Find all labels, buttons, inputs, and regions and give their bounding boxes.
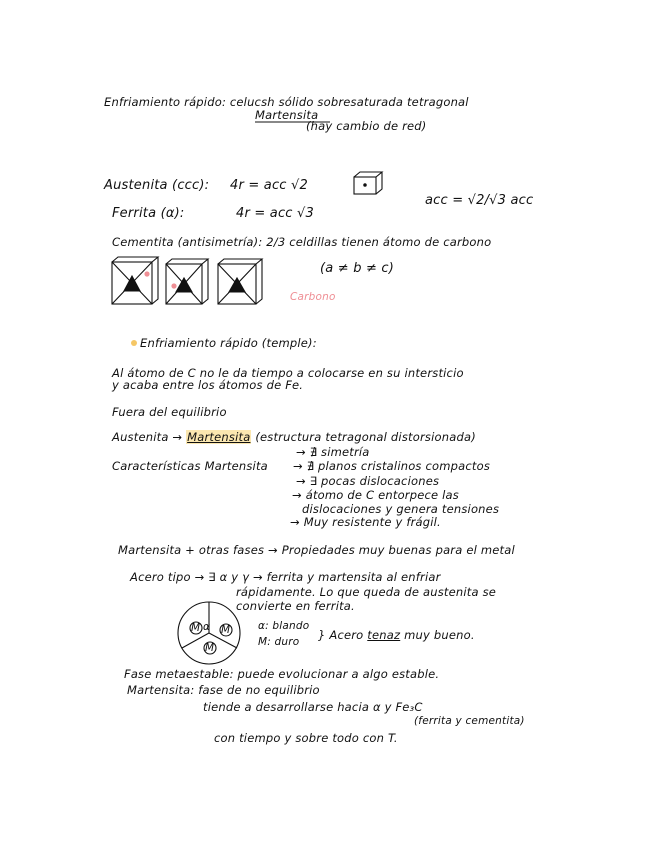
line-martensita: Martensita	[255, 108, 319, 122]
unit-cell-2	[166, 259, 208, 304]
line-enfriamiento: Enfriamiento rápido: celucsh sólido sobresaturada tetragonal	[104, 95, 469, 109]
line-entre-atomos: y acaba entre los átomos de Fe.	[112, 378, 304, 392]
formula-austenita: 4r = acc √2	[230, 178, 308, 193]
line-tiende: tiende a desarrollarse hacia α y Fe₃C	[203, 700, 423, 714]
bullet-dot	[131, 340, 137, 346]
tetragonal-cells-sketch	[112, 257, 262, 304]
line-ferrita: Ferrita (α):	[112, 206, 185, 221]
line-dislocaciones: → ∃ pocas dislocaciones	[296, 474, 440, 488]
martensita-highlight: Martensita	[187, 430, 251, 444]
line-temple: Enfriamiento rápido (temple):	[140, 336, 317, 350]
circle-label-m2: M	[221, 624, 231, 636]
carbon-atom-1	[144, 271, 149, 276]
line-tensiones: dislocaciones y genera tensiones	[302, 502, 500, 516]
line-resistente: → Muy resistente y frágil.	[290, 515, 441, 529]
line-blando: α: blando	[258, 620, 310, 632]
line-acero-tipo: Acero tipo → ∃ α y γ → ferrita y martensita al enfriar	[130, 570, 441, 584]
cube-sketch	[354, 172, 382, 194]
carbon-atom-2	[171, 283, 176, 288]
line-cementita: Cementita (antisimetría): 2/3 celdillas tienen átomo de carbono	[112, 235, 492, 249]
line-cambio-red: (hay cambio de red)	[306, 119, 427, 133]
line-tiempo: con tiempo y sobre todo con T.	[214, 731, 398, 745]
muy-bueno-text: muy bueno.	[404, 628, 475, 642]
line-no-equilibrio: Martensita: fase de no equilibrio	[127, 683, 320, 697]
circle-label-alpha: α	[203, 621, 211, 633]
carbono-label: Carbono	[290, 291, 336, 303]
line-convierte: convierte en ferrita.	[236, 599, 355, 613]
line-acero-tenaz	[318, 628, 475, 642]
unit-cell-1	[112, 257, 158, 304]
line-austenita: Austenita (ccc):	[104, 178, 210, 193]
line-duro: M: duro	[258, 636, 300, 648]
acero-text: } Acero	[318, 628, 364, 642]
line-metaestable: Fase metaestable: puede evolucionar a algo estable.	[124, 667, 440, 681]
line-simetria: → ∄ simetría	[296, 445, 370, 459]
unit-cell-3	[218, 259, 262, 304]
tenaz-text: tenaz	[367, 628, 401, 642]
microstructure-sketch	[178, 602, 240, 664]
line-fuera-equilibrio: Fuera del equilibrio	[112, 405, 227, 419]
line-rapidamente: rápidamente. Lo que queda de austenita se	[236, 585, 497, 599]
line-atomo-c: Al átomo de C no le da tiempo a colocarse en su intersticio	[112, 366, 464, 380]
formula-ferrita: 4r = acc √3	[236, 206, 314, 221]
line-caracteristicas: Características Martensita	[112, 459, 268, 473]
circle-label-m3: M	[205, 642, 215, 654]
line-austenita-martensita	[112, 430, 476, 444]
circle-label-m1: M	[191, 622, 201, 634]
line-planos: → ∄ planos cristalinos compactos	[293, 459, 491, 473]
formula-acc: acc = √2/√3 acc	[425, 193, 534, 208]
line-atomo-entorpece: → átomo de C entorpece las	[292, 488, 459, 502]
line-otras-fases: Martensita + otras fases → Propiedades muy buenas para el metal	[118, 543, 515, 557]
line-a-b-c: (a ≠ b ≠ c)	[320, 261, 395, 276]
estructura-text: (estructura tetragonal distorsionada)	[255, 430, 476, 444]
austenita-arrow-text: Austenita →	[112, 430, 183, 444]
line-ferrita-cementita: (ferrita y cementita)	[414, 715, 525, 727]
